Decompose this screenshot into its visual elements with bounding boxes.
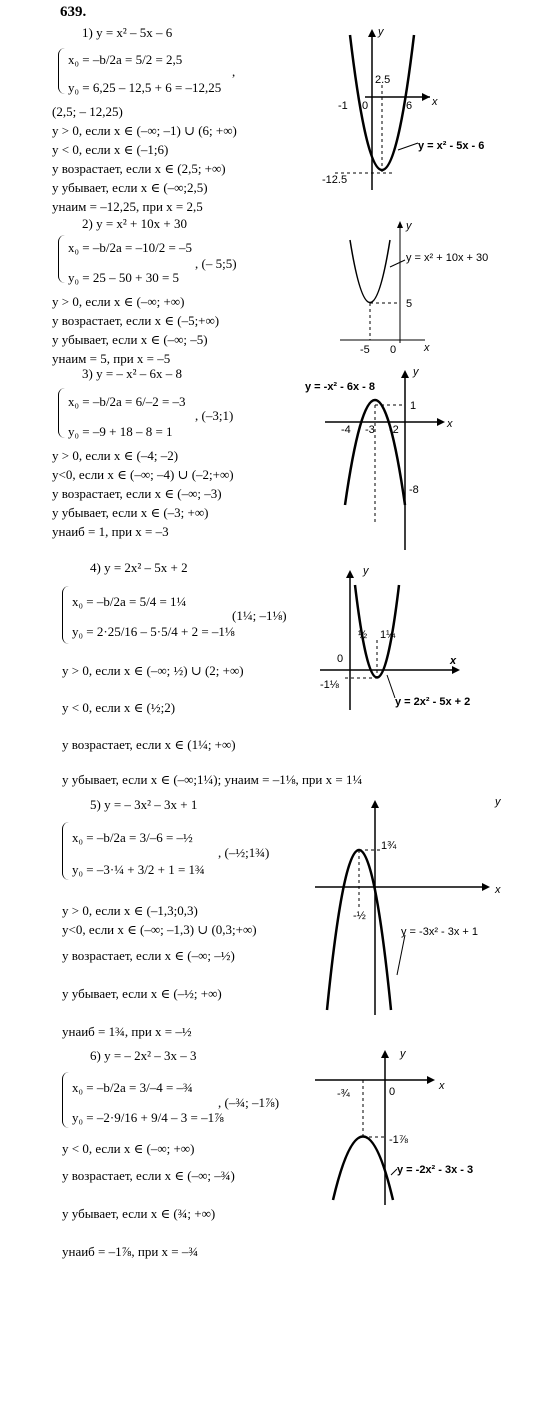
y-label: y — [363, 565, 369, 577]
tick-half: ½ — [358, 629, 368, 641]
part1-line: y > 0, если x ∈ (–∞; –1) ∪ (6; +∞) — [52, 123, 237, 138]
part5-vertex: , (–½;1¾) — [218, 845, 270, 860]
parabola — [350, 35, 414, 170]
label-pointer — [387, 675, 395, 698]
x-axis-arrow — [482, 883, 490, 891]
part1-graph — [320, 25, 520, 205]
part2-line: y > 0, если x ∈ (–∞; +∞) — [52, 294, 185, 309]
part3-graph — [305, 365, 505, 555]
part4-title: 4) y = 2x² – 5x + 2 — [90, 560, 188, 575]
origin-label: 0 — [389, 1086, 396, 1098]
part5-line: yнаиб = 1¾, при x = –½ — [62, 1024, 192, 1039]
tick-6: 6 — [406, 100, 413, 112]
part5-line: y > 0, если x ∈ (–1,3;0,3) — [62, 903, 198, 918]
part4-x0: x₀ = –b/2a = 5/4 = 1¼ — [72, 594, 187, 609]
label-pointer — [390, 260, 405, 267]
origin-label: 0 — [362, 100, 369, 112]
part6-line: y возрастает, если x ∈ (–∞; –¾) — [62, 1168, 235, 1183]
tick-1-3-4: 1¾ — [381, 840, 397, 852]
part1-comma: , — [232, 64, 236, 79]
y-axis-arrow — [401, 370, 409, 378]
part1-line: y возрастает, если x ∈ (2,5; +∞) — [52, 161, 226, 176]
part6-x0: x₀ = –b/2a = 3/–4 = –¾ — [72, 1080, 193, 1095]
part5-title: 5) y = – 3x² – 3x + 1 — [90, 797, 198, 812]
part5-line: y<0, если x ∈ (–∞; –1,3) ∪ (0,3;+∞) — [62, 922, 257, 937]
y-axis-arrow — [397, 221, 403, 228]
y-label: y — [495, 796, 501, 808]
part5-graph — [305, 795, 520, 1025]
part1-line: yнаим = –12,25, при x = 2,5 — [52, 199, 203, 214]
part5-y0: y₀ = –3·¼ + 3/2 + 1 = 1¾ — [72, 862, 205, 877]
tick-minus-1-1-8: -1⅛ — [320, 679, 339, 691]
part2-title: 2) y = x² + 10x + 30 — [82, 216, 187, 231]
curve-equation: y = x² + 10x + 30 — [406, 252, 489, 264]
part2-line: y возрастает, если x ∈ (–5;+∞) — [52, 313, 220, 328]
part1-y0: y₀ = 6,25 – 12,5 + 6 = –12,25 — [68, 80, 222, 95]
part3-line: y > 0, если x ∈ (–4; –2) — [52, 448, 179, 463]
part2-line: yнаим = 5, при x = –5 — [52, 351, 171, 366]
label-pointer — [397, 935, 405, 975]
part3-title: 3) y = – x² – 6x – 8 — [82, 366, 183, 381]
curve-equation: y = x² - 5x - 6 — [418, 140, 485, 152]
x-axis-arrow — [427, 1076, 435, 1084]
part6-brace — [62, 1072, 69, 1128]
x-label: x — [432, 96, 438, 108]
tick-minus-3-4: -¾ — [337, 1088, 350, 1100]
tick-minus-12-5: -12.5 — [322, 174, 348, 186]
part6-graph — [305, 1045, 510, 1210]
x-label: x — [424, 342, 430, 354]
part5-line: y возрастает, если x ∈ (–∞; –½) — [62, 948, 235, 963]
part6-title: 6) y = – 2x² – 3x – 3 — [90, 1048, 197, 1063]
part2-line: y убывает, если x ∈ (–∞; –5) — [52, 332, 208, 347]
part5-x0: x₀ = –b/2a = 3/–6 = –½ — [72, 830, 193, 845]
tick-minus-1-7-8: -1⅞ — [389, 1134, 408, 1146]
x-label: x — [495, 884, 501, 896]
part4-line: y возрастает, если x ∈ (1¼; +∞) — [62, 737, 236, 752]
part4-brace — [62, 586, 69, 644]
tick-minus-8: -8 — [409, 484, 419, 496]
parabola — [333, 1137, 393, 1201]
x-label: x — [447, 418, 453, 430]
tick-1-1-4: 1¼ — [380, 629, 396, 641]
part4-line: y убывает, если x ∈ (–∞;1¼); yнаим = –1⅛, при x = 1¼ — [62, 772, 363, 787]
part3-vertex: , (–3;1) — [195, 408, 234, 423]
part3-line: y возрастает, если x ∈ (–∞; –3) — [52, 486, 222, 501]
parabola — [350, 240, 390, 303]
problem-number: 639. — [60, 4, 87, 20]
part1-x0: x₀ = –b/2a = 5/2 = 2,5 — [68, 52, 183, 67]
tick-minus-1: -1 — [338, 100, 348, 112]
origin-label: 0 — [390, 344, 397, 356]
part2-graph — [330, 215, 510, 356]
x-label: x — [439, 1080, 445, 1092]
tick-minus-5: -5 — [360, 344, 370, 356]
part6-line: yнаиб = –1⅞, при x = –¾ — [62, 1244, 199, 1259]
part2-vertex: , (– 5;5) — [195, 256, 237, 271]
y-label: y — [400, 1048, 406, 1060]
x-axis-arrow — [437, 418, 445, 426]
part4-line: y > 0, если x ∈ (–∞; ½) ∪ (2; +∞) — [62, 663, 244, 678]
part4-graph — [315, 560, 515, 720]
tick-2-5: 2.5 — [375, 74, 391, 86]
y-axis-arrow — [368, 29, 376, 37]
x-axis-arrow — [422, 93, 430, 101]
part4-y0: y₀ = 2·25/16 – 5·5/4 + 2 = –1⅛ — [72, 624, 235, 639]
curve-equation: y = -3x² - 3x + 1 — [401, 926, 479, 938]
part1-line: y убывает, если x ∈ (–∞;2,5) — [52, 180, 208, 195]
tick-1: 1 — [410, 400, 417, 412]
part3-line: yнаиб = 1, при x = –3 — [52, 524, 169, 539]
tick-minus-2: -2 — [389, 424, 399, 436]
part3-brace — [58, 388, 65, 438]
part4-line: y < 0, если x ∈ (½;2) — [62, 700, 176, 715]
curve-equation: y = -2x² - 3x - 3 — [397, 1164, 474, 1176]
tick-minus-4: -4 — [341, 424, 351, 436]
curve-equation: y = -x² - 6x - 8 — [305, 381, 376, 393]
part2-brace — [58, 235, 65, 283]
origin-label: 0 — [337, 653, 344, 665]
tick-minus-half: -½ — [353, 910, 366, 922]
part5-line: y убывает, если x ∈ (–½; +∞) — [62, 986, 222, 1001]
part1-brace — [58, 48, 65, 94]
x-axis-arrow — [452, 666, 460, 674]
y-axis-arrow — [346, 570, 354, 578]
part6-y0: y₀ = –2·9/16 + 9/4 – 3 = –1⅞ — [72, 1110, 224, 1125]
part1-line: y < 0, если x ∈ (–1;6) — [52, 142, 169, 157]
part4-vertex: (1¼; –1⅛) — [232, 608, 287, 623]
y-axis-arrow — [371, 800, 379, 808]
tick-5: 5 — [406, 298, 413, 310]
label-pointer — [398, 143, 418, 150]
part1-vertex: (2,5; – 12,25) — [52, 104, 123, 119]
x-label: x — [450, 655, 457, 667]
part3-line: y убывает, если x ∈ (–3; +∞) — [52, 505, 209, 520]
part2-x0: x₀ = –b/2a = –10/2 = –5 — [68, 240, 193, 255]
part6-line: y убывает, если x ∈ (¾; +∞) — [62, 1206, 216, 1221]
y-label: y — [378, 26, 384, 38]
part3-y0: y₀ = –9 + 18 – 8 = 1 — [68, 424, 173, 439]
part5-brace — [62, 822, 69, 880]
part2-y0: y₀ = 25 – 50 + 30 = 5 — [68, 270, 180, 285]
y-label: y — [413, 366, 419, 378]
y-axis-arrow — [381, 1050, 389, 1058]
part3-x0: x₀ = –b/2a = 6/–2 = –3 — [68, 394, 186, 409]
part6-vertex: , (–¾; –1⅞) — [218, 1095, 280, 1110]
part3-line: y<0, если x ∈ (–∞; –4) ∪ (–2;+∞) — [52, 467, 234, 482]
part1-title: 1) y = x² – 5x – 6 — [82, 25, 173, 40]
y-label: y — [406, 220, 412, 232]
curve-equation: y = 2x² - 5x + 2 — [395, 696, 471, 708]
tick-minus-3: -3 — [365, 424, 375, 436]
part6-line: y < 0, если x ∈ (–∞; +∞) — [62, 1141, 195, 1156]
